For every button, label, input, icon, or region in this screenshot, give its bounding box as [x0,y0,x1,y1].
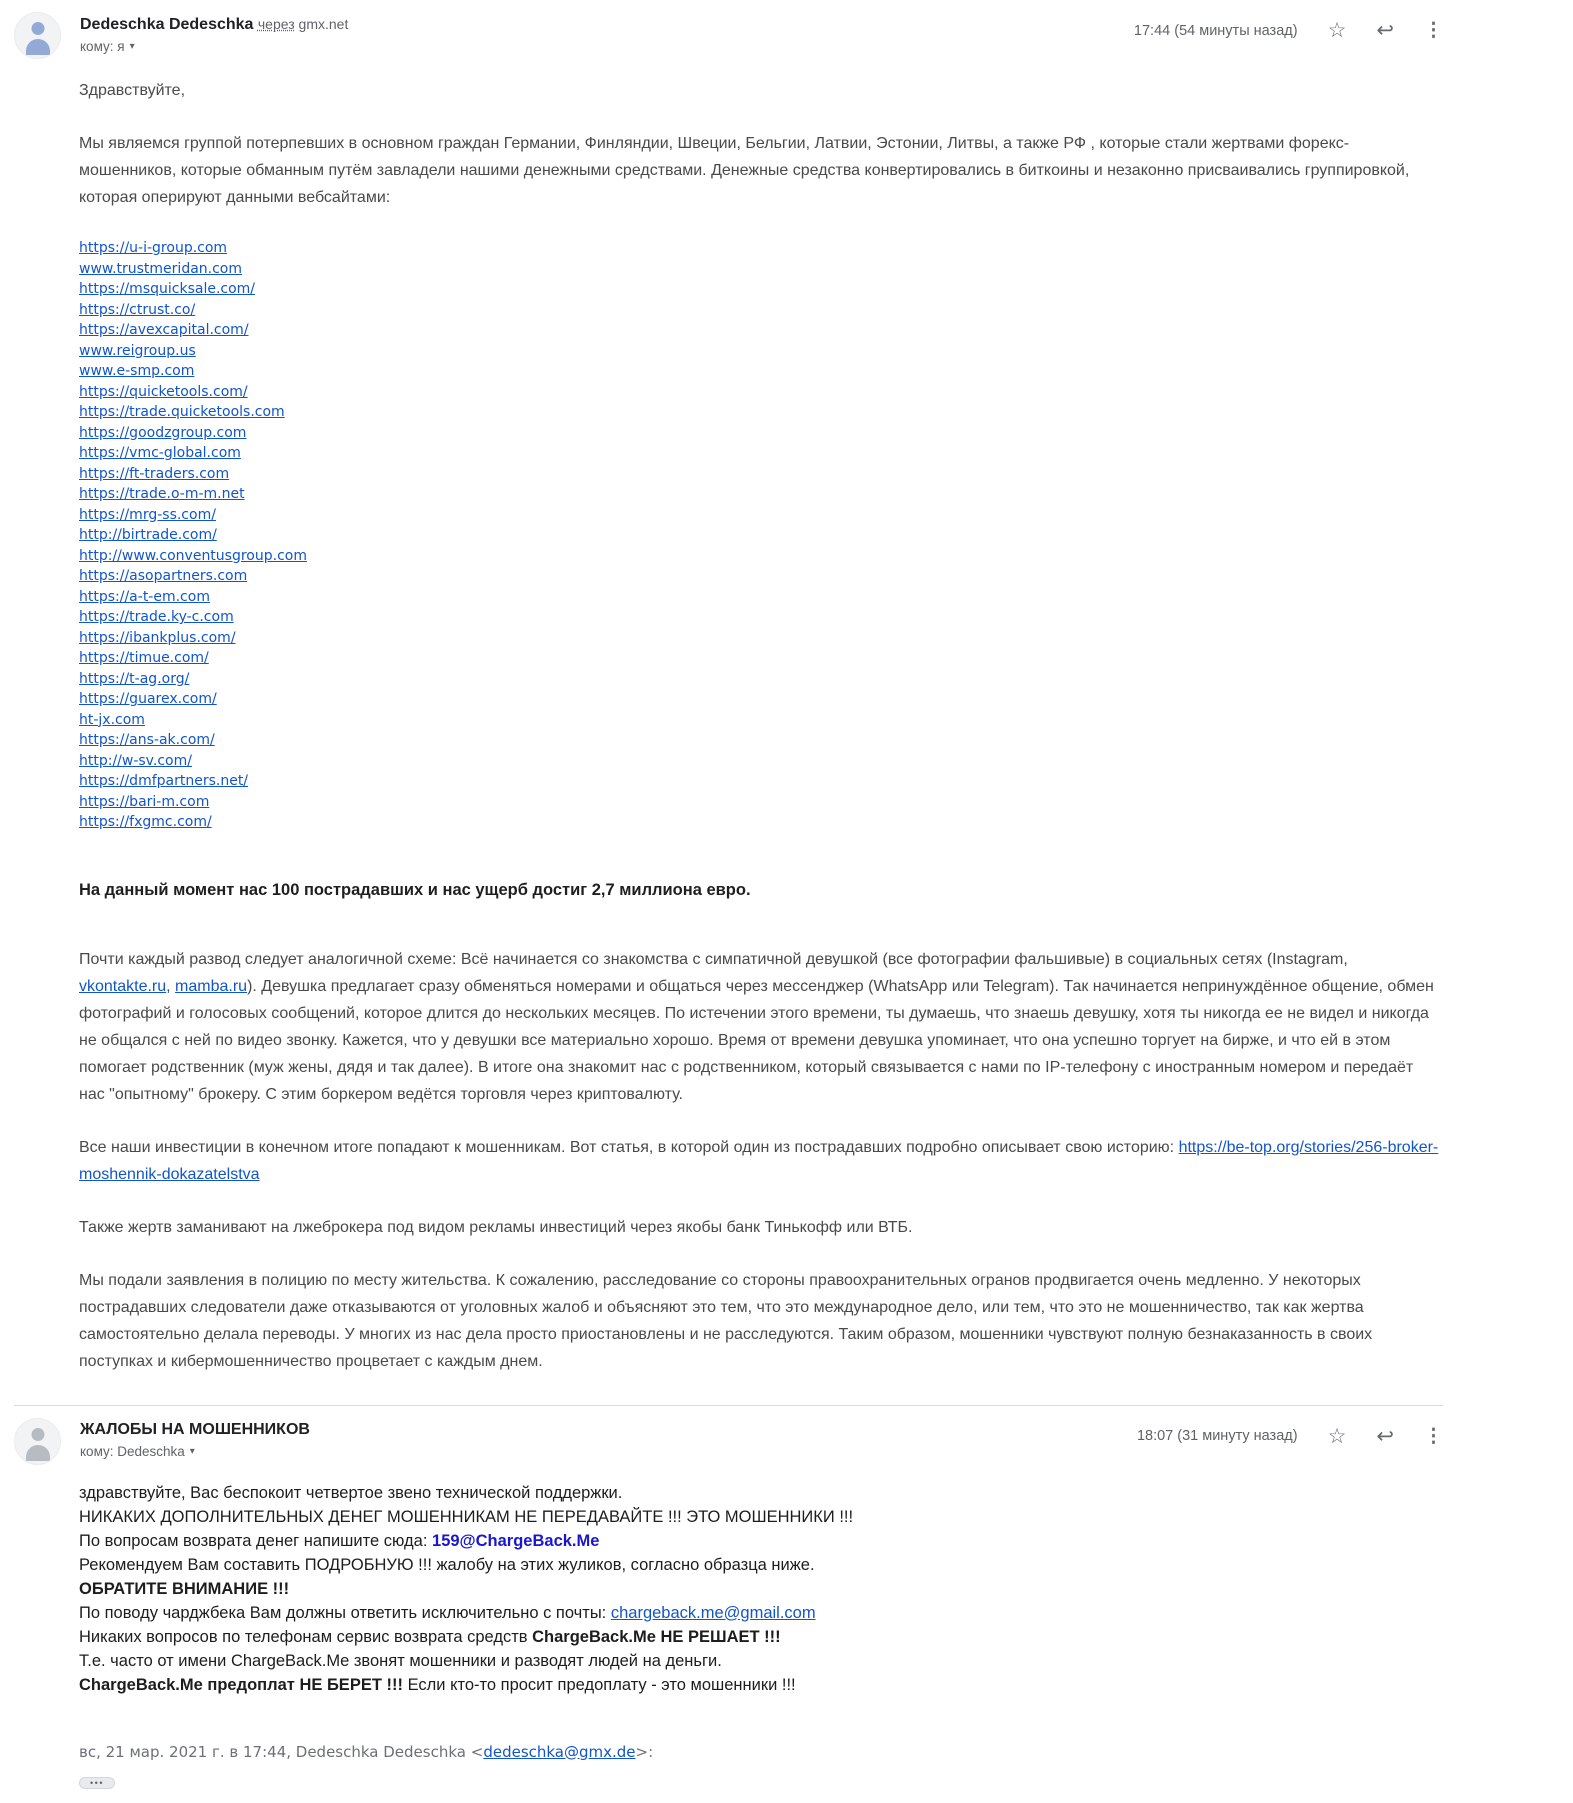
scam-site-link[interactable]: https://t-ag.org/ [79,670,190,687]
scam-site-link[interactable]: https://msquicksale.com/ [79,281,256,297]
scam-site-link[interactable]: https://a-t-em.com [79,588,210,605]
more-button[interactable] [1424,1427,1443,1446]
email-1-header-main [80,12,1134,56]
attribution-text: вс, 21 мар. 2021 г. в 17:44, Dedeschka Dedeschka < [79,1742,484,1761]
prepay-line [79,1673,1443,1697]
reply-from-text: По поводу чарджбека Вам должны ответить исключительно с почты: [79,1603,611,1622]
email-2 [0,1406,1573,1789]
refund-text: По вопросам возврата денег напишите сюда: [79,1531,433,1550]
warning-line: НИКАКИХ ДОПОЛНИТЕЛЬНЫХ ДЕНЕГ МОШЕННИКАМ НЕ ПЕРЕДАВАЙТЕ !!! ЭТО МОШЕННИКИ !!! [79,1507,854,1526]
scam-site-link[interactable]: www.e-smp.com [79,363,195,379]
sender-name: Dedeschka Dedeschka [80,16,254,33]
email-1-body [79,77,1443,1375]
quote-attribution [79,1743,1443,1761]
prepay-bold-text: ChargeBack.Me предоплат НЕ БЕРЕТ !!! [79,1675,403,1694]
impersonation-line: Т.е. часто от имени ChargeBack.Me звонят мошенники и разводят людей на деньги. [79,1651,722,1670]
scam-site-link[interactable]: ht-jx.com [79,711,145,728]
scam-site-link[interactable]: https://mrg-ss.com/ [79,506,216,523]
reply-from-line [79,1601,1443,1625]
scam-site-link[interactable]: https://u-i-group.com [79,240,228,256]
scam-site-link[interactable]: https://bari-m.com [79,793,210,810]
reply-button[interactable] [1376,1426,1394,1447]
scam-links-list [79,238,1443,833]
scheme-text: , [166,977,176,995]
scam-site-link[interactable]: https://vmc-global.com [79,445,241,461]
scheme-text: Почти каждый развод следует аналогичной схеме: Всё начинается со знакомства с симпатичной девушкой (все фотографии фальшивые) в социальных сетях (Instagram, [79,950,1348,968]
scam-site-link[interactable]: https://trade.ky-c.com [79,609,234,625]
tinkoff-paragraph: Также жертв заманивают на лжеброкера под видом рекламы инвестиций через якобы банк Тинькофф или ВТБ. [79,1218,913,1236]
person-icon [31,1428,44,1441]
scam-site-link[interactable]: https://ans-ak.com/ [79,732,215,748]
scam-site-link[interactable]: http://www.conventusgroup.com [79,547,307,564]
star-icon: ☆ [1327,1424,1347,1448]
sender-avatar[interactable] [14,12,61,59]
reply-icon: ↩ [1376,1424,1394,1448]
damage-summary: На данный момент нас 100 пострадавших и нас ущерб достиг 2,7 миллиона евро. [79,880,751,899]
greeting: Здравствуйте, [79,82,186,99]
chargeback-email-link[interactable]: 159@ChargeBack.Me [432,1531,600,1550]
scam-site-link[interactable]: https://guarex.com/ [79,691,217,707]
via-label: через gmx.net [257,16,349,32]
person-icon [31,22,44,35]
email-1-header [14,12,1443,59]
scam-site-link[interactable]: https://fxgmc.com/ [79,814,212,830]
star-button[interactable] [1328,1426,1347,1447]
refund-line [79,1529,1443,1553]
scam-site-link[interactable]: https://trade.o-m-m.net [79,486,245,502]
attention-line: ОБРАТИТЕ ВНИМАНИЕ !!! [79,1579,290,1598]
email-1-header-actions [1134,12,1443,41]
via-domain: gmx.net [298,16,349,32]
quoted-email-link[interactable]: dedeschka@gmx.de [483,1742,636,1761]
scam-site-link[interactable]: https://trade.quicketools.com [79,404,285,420]
sender-line [80,14,1134,35]
phone-bold-text: ChargeBack.Me НЕ РЕШАЕТ !!! [532,1627,781,1646]
show-trimmed-content-button[interactable] [79,1777,115,1789]
email-2-header-actions [1137,1418,1443,1447]
support-greeting-line: здравствуйте, Вас беспокоит четвертое звено технической поддержки. [79,1483,623,1502]
attribution-text: >: [635,1742,654,1761]
phone-line [79,1625,1443,1649]
vkontakte-link[interactable]: vkontakte.ru [79,977,167,995]
scam-site-link[interactable]: www.reigroup.us [79,342,196,359]
prepay-rest-text: Если кто-то просит предоплату - это мошенники !!! [402,1675,796,1694]
person-icon [26,1445,50,1461]
scheme-text: ). Девушка предлагает сразу обменяться номерами и общаться через мессенджер (WhatsApp или Telegram). Так начинается непринуждённое общение, обмен фотографий и голосовых сообщений, которое длится до нескольких месяцев. По истечении этого времени, ты думаешь, что знаешь девушку, хотя ты никогда ее не видел и никогда не общался с ней по видео звонку. Кажется, что у девушки все материально хорошо. Время от времени девушка упоминает, что она успешно торгует на бирже, и что ей в этом помогает родственник (муж жены, дядя и так далее). В итоге она знакомит нас с родственником, который связывается с нами по IP-телефону с иностранным номером и передаёт нас "опытному" брокеру. С этим боркером ведётся торговля через криптовалюту. [79,977,1434,1103]
scam-site-link[interactable]: https://avexcapital.com/ [79,322,249,338]
star-icon: ☆ [1327,19,1347,42]
scam-site-link[interactable]: https://dmfpartners.net/ [79,773,249,789]
scam-site-link[interactable]: https://ibankplus.com/ [79,629,236,646]
reply-button[interactable] [1376,20,1394,41]
person-icon [26,39,50,55]
mamba-link[interactable]: mamba.ru [175,977,248,995]
sender-name: ЖАЛОБЫ НА МОШЕННИКОВ [80,1420,310,1438]
police-paragraph: Мы подали заявления в полицию по месту жительства. К сожалению, расследование со стороны правоохранительных огранов продвигается очень медленно. У некоторых пострадавших следователи даже отказываются от уголовных жалоб и объясняют это тем, что это международное дело, или тем, что это не мошенничество, так как жертва самостоятельно делала переводы. У многих из нас дела просто приостановлены и не расследуются. Таким образом, мошенники чувствуют полную безнаказанность в своих поступках и кибермошенничество процветает с каждым днем. [79,1271,1373,1370]
scam-site-link[interactable]: https://ft-traders.com [79,465,230,482]
scam-site-link[interactable]: https://quicketools.com/ [79,383,248,400]
more-button[interactable] [1424,21,1443,40]
star-button[interactable] [1328,20,1347,41]
recommend-line: Рекомендуем Вам составить ПОДРОБНУЮ !!! жалобу на этих жуликов, согласно образца ниже. [79,1555,815,1574]
scam-site-link[interactable]: http://w-sv.com/ [79,752,192,769]
sender-line [80,1420,1137,1440]
chevron-down-icon: ▾ [189,1445,195,1457]
article-paragraph [79,1134,1443,1188]
recipient-label: кому: Dedeschka [80,1443,185,1459]
more-vert-icon: ⋮ [1424,20,1443,41]
scam-site-link[interactable]: https://timue.com/ [79,650,209,666]
recipient-toggle[interactable] [80,39,135,54]
recipient-label: кому: я [80,39,125,54]
email-2-body [79,1481,1443,1697]
article-link[interactable]: https://be-top.org/stories/256-broker-moshennik-dokazatelstva [79,1138,1439,1183]
more-vert-icon: ⋮ [1424,1425,1443,1447]
scam-site-link[interactable]: www.trustmeridan.com [79,260,243,277]
scam-site-link[interactable]: https://asopartners.com [79,568,248,584]
email-2-header-main [80,1418,1137,1461]
chevron-down-icon: ▾ [129,41,135,52]
scam-site-link[interactable]: http://birtrade.com/ [79,527,217,543]
sender-avatar[interactable] [14,1418,61,1465]
intro-paragraph: Мы являемся группой потерпевших в основном граждан Германии, Финляндии, Швеции, Бельгии, Латвии, Эстонии, Литвы, а также РФ , которые стали жертвами форекс-мошенников, которые обманным путём завладели нашими денежными средствами. Денежные средства конвертировались в биткоины и незаконно присваивались группировкой, которая оперируют данными вебсайтами: [79,135,1410,206]
ellipsis-icon: ••• [90,1777,104,1788]
scam-site-link[interactable]: https://goodzgroup.com [79,424,247,441]
phone-text: Никаких вопросов по телефонам сервис возврата средств [79,1627,533,1646]
scam-site-link[interactable]: https://ctrust.co/ [79,301,196,318]
timestamp: 17:44 (54 минуты назад) [1133,22,1298,39]
timestamp: 18:07 (31 минуту назад) [1136,1428,1298,1444]
email-2-header [14,1418,1443,1465]
scheme-paragraph [79,946,1443,1108]
article-text: Все наши инвестиции в конечном итоге попадают к мошенникам. Вот статья, в которой один из пострадавших подробно описывает свою историю: [79,1138,1179,1156]
recipient-toggle[interactable] [80,1444,195,1459]
gmail-address-link[interactable]: chargeback.me@gmail.com [610,1603,816,1622]
reply-icon: ↩ [1376,19,1394,42]
